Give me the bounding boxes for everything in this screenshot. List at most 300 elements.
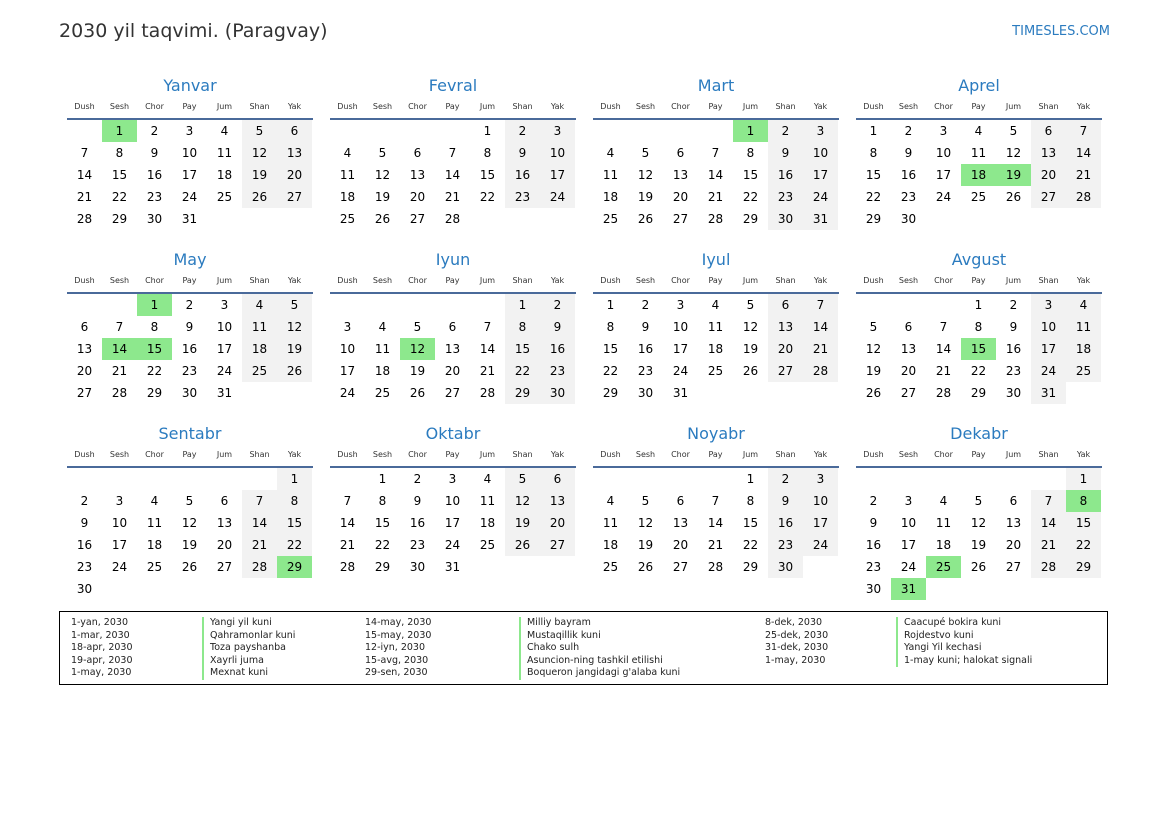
day-cell[interactable]: 11: [479, 494, 496, 508]
day-cell[interactable]: 17: [935, 168, 952, 182]
day-cell[interactable]: 6: [676, 146, 685, 160]
day-cell[interactable]: 4: [483, 472, 492, 486]
day-cell[interactable]: 8: [378, 494, 387, 508]
day-cell[interactable]: 19: [409, 364, 426, 378]
day-cell[interactable]: 15: [111, 168, 128, 182]
day-cell[interactable]: 7: [1066, 120, 1101, 142]
day-cell[interactable]: 18: [339, 190, 356, 204]
day-cell[interactable]: 26: [505, 534, 540, 556]
day-cell[interactable]: 8: [746, 494, 755, 508]
day-cell[interactable]: 9: [904, 146, 913, 160]
day-cell[interactable]: 26: [637, 212, 654, 226]
day-cell[interactable]: 16: [409, 516, 426, 530]
day-cell[interactable]: 25: [479, 538, 496, 552]
day-cell[interactable]: 16: [181, 342, 198, 356]
day-cell[interactable]: 9: [1009, 320, 1018, 334]
day-cell[interactable]: 13: [672, 168, 689, 182]
holiday-day-cell[interactable]: 29: [277, 556, 312, 578]
day-cell[interactable]: 30: [409, 560, 426, 574]
day-cell[interactable]: 23: [505, 186, 540, 208]
day-cell[interactable]: 15: [742, 168, 759, 182]
day-cell[interactable]: 3: [803, 468, 838, 490]
day-cell[interactable]: 27: [768, 360, 803, 382]
day-cell[interactable]: 10: [181, 146, 198, 160]
holiday-day-cell[interactable]: 19: [996, 164, 1031, 186]
day-cell[interactable]: 30: [76, 582, 93, 596]
day-cell[interactable]: 1: [483, 124, 492, 138]
day-cell[interactable]: 19: [742, 342, 759, 356]
day-cell[interactable]: 27: [409, 212, 426, 226]
day-cell[interactable]: 28: [339, 560, 356, 574]
day-cell[interactable]: 25: [970, 190, 987, 204]
day-cell[interactable]: 31: [803, 208, 838, 230]
day-cell[interactable]: 27: [277, 186, 312, 208]
day-cell[interactable]: 26: [1005, 190, 1022, 204]
day-cell[interactable]: 9: [185, 320, 194, 334]
day-cell[interactable]: 16: [540, 338, 575, 360]
day-cell[interactable]: 9: [641, 320, 650, 334]
day-cell[interactable]: 27: [900, 386, 917, 400]
day-cell[interactable]: 5: [277, 294, 312, 316]
day-cell[interactable]: 2: [505, 120, 540, 142]
day-cell[interactable]: 30: [146, 212, 163, 226]
day-cell[interactable]: 14: [76, 168, 93, 182]
day-cell[interactable]: 17: [444, 516, 461, 530]
day-cell[interactable]: 16: [505, 164, 540, 186]
holiday-day-cell[interactable]: 1: [733, 120, 768, 142]
day-cell[interactable]: 6: [676, 494, 685, 508]
day-cell[interactable]: 17: [181, 168, 198, 182]
holiday-day-cell[interactable]: 15: [137, 338, 172, 360]
day-cell[interactable]: 21: [242, 534, 277, 556]
day-cell[interactable]: 11: [242, 316, 277, 338]
day-cell[interactable]: 25: [602, 560, 619, 574]
day-cell[interactable]: 6: [904, 320, 913, 334]
day-cell[interactable]: 12: [1005, 146, 1022, 160]
holiday-day-cell[interactable]: 1: [137, 294, 172, 316]
day-cell[interactable]: 1: [869, 124, 878, 138]
day-cell[interactable]: 5: [641, 146, 650, 160]
day-cell[interactable]: 31: [1031, 382, 1066, 404]
day-cell[interactable]: 21: [707, 190, 724, 204]
day-cell[interactable]: 4: [711, 298, 720, 312]
day-cell[interactable]: 26: [742, 364, 759, 378]
day-cell[interactable]: 5: [242, 120, 277, 142]
day-cell[interactable]: 19: [637, 538, 654, 552]
day-cell[interactable]: 3: [448, 472, 457, 486]
day-cell[interactable]: 12: [374, 168, 391, 182]
day-cell[interactable]: 13: [277, 142, 312, 164]
day-cell[interactable]: 10: [803, 490, 838, 512]
day-cell[interactable]: 9: [768, 142, 803, 164]
day-cell[interactable]: 31: [181, 212, 198, 226]
day-cell[interactable]: 8: [150, 320, 159, 334]
day-cell[interactable]: 15: [742, 516, 759, 530]
day-cell[interactable]: 24: [803, 534, 838, 556]
day-cell[interactable]: 3: [904, 494, 913, 508]
day-cell[interactable]: 28: [479, 386, 496, 400]
day-cell[interactable]: 20: [540, 512, 575, 534]
day-cell[interactable]: 11: [602, 516, 619, 530]
day-cell[interactable]: 12: [242, 142, 277, 164]
day-cell[interactable]: 5: [974, 494, 983, 508]
day-cell[interactable]: 26: [374, 212, 391, 226]
day-cell[interactable]: 19: [374, 190, 391, 204]
day-cell[interactable]: 27: [1005, 560, 1022, 574]
day-cell[interactable]: 10: [444, 494, 461, 508]
day-cell[interactable]: 12: [277, 316, 312, 338]
day-cell[interactable]: 9: [768, 490, 803, 512]
holiday-day-cell[interactable]: 12: [400, 338, 435, 360]
day-cell[interactable]: 26: [970, 560, 987, 574]
day-cell[interactable]: 30: [900, 212, 917, 226]
day-cell[interactable]: 10: [672, 320, 689, 334]
day-cell[interactable]: 3: [676, 298, 685, 312]
day-cell[interactable]: 18: [242, 338, 277, 360]
day-cell[interactable]: 29: [865, 212, 882, 226]
day-cell[interactable]: 29: [742, 560, 759, 574]
day-cell[interactable]: 12: [865, 342, 882, 356]
day-cell[interactable]: 2: [185, 298, 194, 312]
day-cell[interactable]: 15: [505, 338, 540, 360]
day-cell[interactable]: 9: [80, 516, 89, 530]
day-cell[interactable]: 7: [115, 320, 124, 334]
day-cell[interactable]: 22: [374, 538, 391, 552]
day-cell[interactable]: 14: [479, 342, 496, 356]
day-cell[interactable]: 7: [483, 320, 492, 334]
day-cell[interactable]: 17: [803, 512, 838, 534]
day-cell[interactable]: 27: [444, 386, 461, 400]
day-cell[interactable]: 15: [374, 516, 391, 530]
day-cell[interactable]: 12: [970, 516, 987, 530]
day-cell[interactable]: 26: [242, 186, 277, 208]
day-cell[interactable]: 2: [768, 468, 803, 490]
day-cell[interactable]: 23: [865, 560, 882, 574]
day-cell[interactable]: 25: [216, 190, 233, 204]
day-cell[interactable]: 2: [150, 124, 159, 138]
day-cell[interactable]: 20: [1005, 538, 1022, 552]
day-cell[interactable]: 5: [869, 320, 878, 334]
day-cell[interactable]: 26: [637, 560, 654, 574]
day-cell[interactable]: 20: [1031, 164, 1066, 186]
day-cell[interactable]: 11: [374, 342, 391, 356]
day-cell[interactable]: 7: [1031, 490, 1066, 512]
holiday-day-cell[interactable]: 31: [891, 578, 926, 600]
day-cell[interactable]: 29: [505, 382, 540, 404]
day-cell[interactable]: 9: [150, 146, 159, 160]
day-cell[interactable]: 18: [602, 538, 619, 552]
day-cell[interactable]: 28: [76, 212, 93, 226]
day-cell[interactable]: 5: [746, 298, 755, 312]
day-cell[interactable]: 20: [672, 190, 689, 204]
day-cell[interactable]: 20: [672, 538, 689, 552]
day-cell[interactable]: 28: [111, 386, 128, 400]
day-cell[interactable]: 8: [115, 146, 124, 160]
day-cell[interactable]: 13: [1005, 516, 1022, 530]
day-cell[interactable]: 10: [803, 142, 838, 164]
day-cell[interactable]: 6: [1009, 494, 1018, 508]
day-cell[interactable]: 20: [768, 338, 803, 360]
day-cell[interactable]: 21: [707, 538, 724, 552]
day-cell[interactable]: 29: [970, 386, 987, 400]
day-cell[interactable]: 14: [242, 512, 277, 534]
day-cell[interactable]: 19: [637, 190, 654, 204]
day-cell[interactable]: 21: [803, 338, 838, 360]
day-cell[interactable]: 4: [343, 146, 352, 160]
day-cell[interactable]: 3: [540, 120, 575, 142]
day-cell[interactable]: 15: [1066, 512, 1101, 534]
day-cell[interactable]: 21: [479, 364, 496, 378]
day-cell[interactable]: 7: [803, 294, 838, 316]
day-cell[interactable]: 24: [339, 386, 356, 400]
day-cell[interactable]: 21: [339, 538, 356, 552]
day-cell[interactable]: 28: [707, 212, 724, 226]
day-cell[interactable]: 24: [181, 190, 198, 204]
day-cell[interactable]: 27: [672, 212, 689, 226]
day-cell[interactable]: 2: [641, 298, 650, 312]
day-cell[interactable]: 6: [80, 320, 89, 334]
day-cell[interactable]: 4: [220, 124, 229, 138]
day-cell[interactable]: 28: [1031, 556, 1066, 578]
day-cell[interactable]: 14: [707, 168, 724, 182]
day-cell[interactable]: 25: [602, 212, 619, 226]
day-cell[interactable]: 24: [1031, 360, 1066, 382]
day-cell[interactable]: 14: [339, 516, 356, 530]
day-cell[interactable]: 7: [939, 320, 948, 334]
day-cell[interactable]: 8: [277, 490, 312, 512]
day-cell[interactable]: 23: [181, 364, 198, 378]
day-cell[interactable]: 20: [277, 164, 312, 186]
day-cell[interactable]: 13: [768, 316, 803, 338]
day-cell[interactable]: 11: [935, 516, 952, 530]
day-cell[interactable]: 15: [602, 342, 619, 356]
day-cell[interactable]: 31: [216, 386, 233, 400]
day-cell[interactable]: 2: [1009, 298, 1018, 312]
day-cell[interactable]: 12: [637, 516, 654, 530]
day-cell[interactable]: 18: [602, 190, 619, 204]
day-cell[interactable]: 8: [746, 146, 755, 160]
day-cell[interactable]: 19: [181, 538, 198, 552]
day-cell[interactable]: 7: [448, 146, 457, 160]
day-cell[interactable]: 2: [904, 124, 913, 138]
day-cell[interactable]: 30: [540, 382, 575, 404]
holiday-day-cell[interactable]: 1: [102, 120, 137, 142]
day-cell[interactable]: 20: [444, 364, 461, 378]
day-cell[interactable]: 24: [111, 560, 128, 574]
day-cell[interactable]: 7: [242, 490, 277, 512]
day-cell[interactable]: 22: [111, 190, 128, 204]
day-cell[interactable]: 10: [216, 320, 233, 334]
day-cell[interactable]: 6: [220, 494, 229, 508]
day-cell[interactable]: 27: [216, 560, 233, 574]
day-cell[interactable]: 7: [80, 146, 89, 160]
day-cell[interactable]: 22: [1066, 534, 1101, 556]
day-cell[interactable]: 22: [277, 534, 312, 556]
day-cell[interactable]: 19: [865, 364, 882, 378]
day-cell[interactable]: 11: [216, 146, 233, 160]
day-cell[interactable]: 26: [181, 560, 198, 574]
day-cell[interactable]: 3: [115, 494, 124, 508]
day-cell[interactable]: 17: [216, 342, 233, 356]
day-cell[interactable]: 26: [409, 386, 426, 400]
holiday-day-cell[interactable]: 14: [102, 338, 137, 360]
day-cell[interactable]: 10: [540, 142, 575, 164]
day-cell[interactable]: 4: [939, 494, 948, 508]
day-cell[interactable]: 22: [602, 364, 619, 378]
day-cell[interactable]: 3: [343, 320, 352, 334]
day-cell[interactable]: 2: [540, 294, 575, 316]
day-cell[interactable]: 11: [602, 168, 619, 182]
day-cell[interactable]: 5: [185, 494, 194, 508]
day-cell[interactable]: 4: [606, 494, 615, 508]
day-cell[interactable]: 13: [900, 342, 917, 356]
day-cell[interactable]: 18: [935, 538, 952, 552]
day-cell[interactable]: 24: [935, 190, 952, 204]
day-cell[interactable]: 20: [900, 364, 917, 378]
day-cell[interactable]: 23: [900, 190, 917, 204]
day-cell[interactable]: 18: [479, 516, 496, 530]
day-cell[interactable]: 25: [374, 386, 391, 400]
day-cell[interactable]: 22: [742, 538, 759, 552]
day-cell[interactable]: 30: [865, 582, 882, 596]
day-cell[interactable]: 19: [242, 164, 277, 186]
day-cell[interactable]: 1: [606, 298, 615, 312]
day-cell[interactable]: 16: [76, 538, 93, 552]
day-cell[interactable]: 22: [970, 364, 987, 378]
day-cell[interactable]: 16: [900, 168, 917, 182]
day-cell[interactable]: 24: [216, 364, 233, 378]
day-cell[interactable]: 17: [900, 538, 917, 552]
day-cell[interactable]: 24: [672, 364, 689, 378]
day-cell[interactable]: 4: [378, 320, 387, 334]
day-cell[interactable]: 14: [444, 168, 461, 182]
day-cell[interactable]: 1: [746, 472, 755, 486]
day-cell[interactable]: 31: [444, 560, 461, 574]
day-cell[interactable]: 28: [242, 556, 277, 578]
day-cell[interactable]: 21: [76, 190, 93, 204]
day-cell[interactable]: 11: [1066, 316, 1101, 338]
day-cell[interactable]: 5: [505, 468, 540, 490]
day-cell[interactable]: 18: [1066, 338, 1101, 360]
day-cell[interactable]: 23: [1005, 364, 1022, 378]
day-cell[interactable]: 13: [1031, 142, 1066, 164]
day-cell[interactable]: 1: [974, 298, 983, 312]
day-cell[interactable]: 22: [146, 364, 163, 378]
day-cell[interactable]: 9: [540, 316, 575, 338]
day-cell[interactable]: 11: [707, 320, 724, 334]
day-cell[interactable]: 9: [413, 494, 422, 508]
day-cell[interactable]: 24: [900, 560, 917, 574]
day-cell[interactable]: 25: [339, 212, 356, 226]
day-cell[interactable]: 25: [1066, 360, 1101, 382]
day-cell[interactable]: 22: [479, 190, 496, 204]
day-cell[interactable]: 5: [413, 320, 422, 334]
day-cell[interactable]: 26: [277, 360, 312, 382]
day-cell[interactable]: 12: [505, 490, 540, 512]
day-cell[interactable]: 27: [76, 386, 93, 400]
day-cell[interactable]: 16: [637, 342, 654, 356]
day-cell[interactable]: 20: [409, 190, 426, 204]
day-cell[interactable]: 14: [1031, 512, 1066, 534]
day-cell[interactable]: 23: [768, 534, 803, 556]
day-cell[interactable]: 28: [803, 360, 838, 382]
day-cell[interactable]: 3: [803, 120, 838, 142]
day-cell[interactable]: 8: [606, 320, 615, 334]
day-cell[interactable]: 7: [343, 494, 352, 508]
day-cell[interactable]: 4: [974, 124, 983, 138]
day-cell[interactable]: 29: [374, 560, 391, 574]
day-cell[interactable]: 30: [637, 386, 654, 400]
day-cell[interactable]: 4: [606, 146, 615, 160]
day-cell[interactable]: 23: [146, 190, 163, 204]
day-cell[interactable]: 29: [602, 386, 619, 400]
day-cell[interactable]: 24: [444, 538, 461, 552]
day-cell[interactable]: 2: [869, 494, 878, 508]
day-cell[interactable]: 4: [150, 494, 159, 508]
day-cell[interactable]: 17: [1031, 338, 1066, 360]
day-cell[interactable]: 8: [974, 320, 983, 334]
day-cell[interactable]: 14: [935, 342, 952, 356]
day-cell[interactable]: 18: [707, 342, 724, 356]
day-cell[interactable]: 1: [505, 294, 540, 316]
day-cell[interactable]: 23: [540, 360, 575, 382]
day-cell[interactable]: 10: [935, 146, 952, 160]
day-cell[interactable]: 21: [935, 364, 952, 378]
day-cell[interactable]: 31: [672, 386, 689, 400]
site-link[interactable]: TIMESLES.COM: [1012, 24, 1110, 39]
day-cell[interactable]: 22: [865, 190, 882, 204]
day-cell[interactable]: 2: [80, 494, 89, 508]
day-cell[interactable]: 27: [1031, 186, 1066, 208]
day-cell[interactable]: 30: [768, 208, 803, 230]
holiday-day-cell[interactable]: 15: [961, 338, 996, 360]
day-cell[interactable]: 29: [146, 386, 163, 400]
day-cell[interactable]: 1: [1066, 468, 1101, 490]
day-cell[interactable]: 2: [768, 120, 803, 142]
day-cell[interactable]: 24: [540, 186, 575, 208]
day-cell[interactable]: 20: [216, 538, 233, 552]
day-cell[interactable]: 10: [1031, 316, 1066, 338]
day-cell[interactable]: 6: [413, 146, 422, 160]
day-cell[interactable]: 13: [409, 168, 426, 182]
day-cell[interactable]: 13: [216, 516, 233, 530]
day-cell[interactable]: 12: [637, 168, 654, 182]
day-cell[interactable]: 22: [505, 360, 540, 382]
day-cell[interactable]: 18: [216, 168, 233, 182]
day-cell[interactable]: 30: [1005, 386, 1022, 400]
day-cell[interactable]: 10: [339, 342, 356, 356]
day-cell[interactable]: 30: [181, 386, 198, 400]
day-cell[interactable]: 14: [803, 316, 838, 338]
day-cell[interactable]: 11: [146, 516, 163, 530]
day-cell[interactable]: 23: [76, 560, 93, 574]
day-cell[interactable]: 14: [1066, 142, 1101, 164]
day-cell[interactable]: 5: [378, 146, 387, 160]
day-cell[interactable]: 16: [865, 538, 882, 552]
day-cell[interactable]: 16: [146, 168, 163, 182]
day-cell[interactable]: 15: [277, 512, 312, 534]
day-cell[interactable]: 30: [768, 556, 803, 578]
day-cell[interactable]: 21: [444, 190, 461, 204]
day-cell[interactable]: 28: [1066, 186, 1101, 208]
day-cell[interactable]: 7: [711, 146, 720, 160]
day-cell[interactable]: 6: [277, 120, 312, 142]
day-cell[interactable]: 23: [409, 538, 426, 552]
day-cell[interactable]: 25: [146, 560, 163, 574]
day-cell[interactable]: 17: [111, 538, 128, 552]
holiday-day-cell[interactable]: 18: [961, 164, 996, 186]
day-cell[interactable]: 2: [413, 472, 422, 486]
